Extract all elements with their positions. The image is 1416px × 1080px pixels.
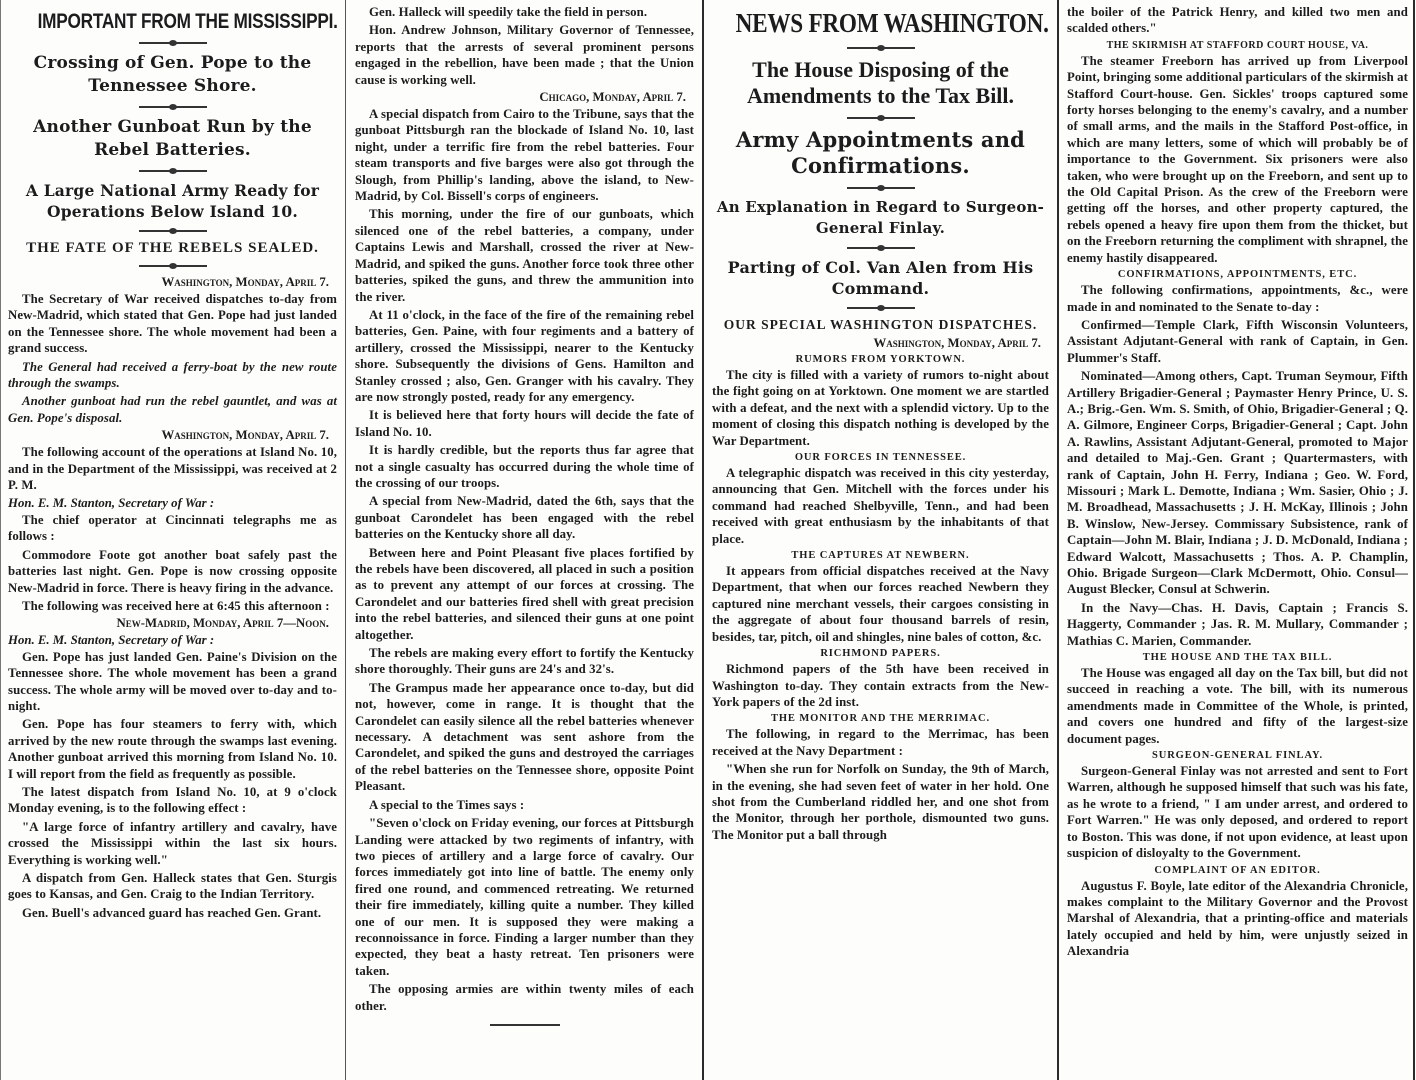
section-title: THE CAPTURES AT NEWBERN.	[791, 550, 970, 562]
ornament-dash	[847, 187, 915, 189]
ornament-dash	[139, 265, 207, 267]
dateline: Washington, Monday, April 7.	[873, 336, 1041, 350]
article-paragraph: The House was engaged all day on the Tax bill, but did not succeed in reaching a vote. The bill, with its numerous amendments made in Committee of the Whole, is printed, and covers one hundred and fifty of the largest-size document pages.	[1067, 666, 1408, 746]
article-paragraph: Between here and Point Pleasant five places fortified by the rebels have been discovered, all placed in such a position as to prevent any attempt of our forces at crossing. The Carondelet and our batteries fired shell with great precision into the rebel batteries, and silenced their guns at one point altogether.	[355, 545, 694, 642]
article-paragraph: Gen. Buell's advanced guard has reached Gen. Grant.	[22, 905, 322, 920]
article-paragraph: "A large force of infantry artillery and cavalry, have crossed the Mississippi within the last six hours. Everything is working well."	[8, 819, 337, 867]
article-paragraph: Confirmed—Temple Clark, Fifth Wisconsin Volunteers, Assistant Adjutant-General with rank of Captain, in Gen. Plummer's Staff.	[1067, 317, 1408, 365]
article-paragraph: A dispatch from Gen. Halleck states that Gen. Sturgis goes to Kansas, and Gen. Craig to the Indian Territory.	[8, 871, 337, 902]
article-paragraph: A special from New-Madrid, dated the 6th, says that the gunboat Carondelet has been engaged with the rebel batteries on the Kentucky shore all day.	[355, 494, 694, 542]
section-title: THE HOUSE AND THE TAX BILL.	[1142, 652, 1333, 664]
ornament-dash	[847, 247, 915, 249]
article-paragraph: The latest dispatch from Island No. 10, at 9 o'clock Monday evening, is to the following effect :	[8, 784, 337, 816]
salutation: Hon. E. M. Stanton, Secretary of War :	[8, 633, 215, 648]
article-paragraph: It is believed here that forty hours will decide the fate of Island No. 10.	[355, 408, 694, 439]
section-title: THE MONITOR AND THE MERRIMAC.	[770, 713, 991, 725]
article-paragraph: The Grampus made her appearance once to-day, but did not, however, come in range. It is thought that the Carondelet can easily silence all the rebel batteries whenever necessary. A detachment was sent ashore from the Carondelet, and spiked the guns and destroyed the carriages of the rebel batteries on the Tennessee shore, opposite Point Pleasant.	[355, 680, 694, 794]
section-title: COMPLAINT OF AN EDITOR.	[1154, 864, 1321, 876]
deck-tax-bill: The House Disposing of the Amendments to the Tax Bill.	[746, 57, 1015, 108]
article-paragraph: Gen. Halleck will speedily take the field in person.	[369, 5, 648, 19]
deck-van-alen: Parting of Col. Van Alen from His Command.	[727, 258, 1034, 298]
article-paragraph: Another gunboat had run the rebel gauntlet, and was at Gen. Pope's disposal.	[8, 394, 337, 425]
article-paragraph: The General had received a ferry-boat by the new route through the swamps.	[8, 359, 337, 391]
article-paragraph: Augustus F. Boyle, late editor of the Alexandria Chronicle, makes complaint to the Military Governor and the Provost Marshal of Alexandria, that a printing-office and materials lately occupied and held by him, were unjustly seized in Alexandria	[1067, 878, 1408, 959]
salutation: Hon. E. M. Stanton, Secretary of War :	[8, 496, 215, 511]
section-title: SURGEON-GENERAL FINLAY.	[1151, 750, 1324, 762]
column-rule	[345, 0, 346, 1080]
dateline: Washington, Monday, April 7.	[161, 275, 329, 289]
deck-army-appointments: Army Appointments and Confirmations.	[735, 127, 1026, 178]
column-mississippi-continued	[347, 0, 702, 1080]
article-paragraph: Surgeon-General Finlay was not arrested and sent to Fort Warren, although he supposed himself that such was his fate, as he wrote to a friend, " I am under arrest, and ordered to Fort Warren." He was only deposed, and ordered to report to Boston. This was done, if not upon evidence, at least upon suspicion of disloyalty to the Government.	[1067, 764, 1408, 861]
section-title: OUR FORCES IN TENNESSEE.	[794, 452, 967, 464]
article-paragraph: Hon. Andrew Johnson, Military Governor of Tennessee, reports that the arrests of several prominent persons engaged in the rebellion, have been made ; that the Union cause is working well.	[355, 23, 694, 87]
article-paragraph: A telegraphic dispatch was received in this city yesterday, announcing that Gen. Mitchell with the forces under his command had reached Shelbyville, Tenn., and had been received with great enthusiasm by the inhabitants of that place.	[712, 466, 1049, 546]
deck-pope-crossing: Crossing of Gen. Pope to the Tennessee Shore.	[33, 53, 312, 96]
article-paragraph: The following was received here at 6:45 this afternoon :	[22, 598, 330, 613]
dateline: Washington, Monday, April 7.	[161, 428, 329, 443]
deck-gunboat-run: Another Gunboat Run by the Rebel Batteries.	[33, 117, 312, 160]
ornament-dash	[139, 106, 207, 108]
ornament-dash	[847, 117, 915, 119]
column-washington	[704, 0, 1057, 1080]
section-title: THE SKIRMISH AT STAFFORD COURT HOUSE, VA.	[1106, 39, 1369, 51]
article-paragraph: the boiler of the Patrick Henry, and killed two men and scalded others."	[1067, 5, 1408, 36]
subhead-special-dispatches: OUR SPECIAL WASHINGTON DISPATCHES.	[723, 317, 1038, 332]
article-paragraph: "Seven o'clock on Friday evening, our forces at Pittsburgh Landing were attacked by two regiments of infantry, with two pieces of artillery and a large force of cavalry. Our forces immediately got into line of battle. The enemy only fired one round, and commenced retreating. We returned their fire immediately, killing quite a number. They killed one of our men. It is supposed they were making a reconnoissance in force. Finding a larger number than they expected, they beat a hasty retreat. Ten prisoners were taken.	[355, 816, 694, 978]
article-paragraph: It appears from official dispatches received at the Navy Department, that when our forces reached Newbern they captured nine merchant vessels, their cargoes consisting in the aggregate of about four thousand barrels of resin, besides, tar, pitch, oil and shingles, nine bales of cotton, &c.	[712, 564, 1049, 644]
ornament-dash	[847, 307, 915, 309]
section-title: CONFIRMATIONS, APPOINTMENTS, ETC.	[1117, 269, 1358, 281]
article-end-rule	[490, 1024, 560, 1026]
article-paragraph: This morning, under the fire of our gunboats, which silenced one of the rebel batteries, a company, under Captains Lewis and Marshall, crossed the river at New-Madrid, and spiked the guns. Another force took three other batteries, spiked the guns, and threw the ammunition into the river.	[355, 207, 694, 304]
article-paragraph: A special dispatch from Cairo to the Tribune, says that the gunboat Pittsburgh ran the blockade of Island No. 10, last night, under a terrific fire from the rebel batteries. Four steam transports and five barges were also got through the Slough, from Phillip's landing, above the island, to New-Madrid, by Col. Bissell's corps of engineers.	[355, 107, 694, 204]
article-paragraph: Gen. Pope has just landed Gen. Paine's Division on the Tennessee shore. The whole movement has been a grand success. The whole army will be moved over to-day and to-night.	[8, 649, 337, 713]
dateline: Chicago, Monday, April 7.	[539, 90, 686, 105]
article-paragraph: The following confirmations, appointments, &c., were made in and nominated to the Senate to-day :	[1067, 283, 1408, 314]
section-title: RICHMOND PAPERS.	[820, 648, 941, 660]
section-title: RUMORS FROM YORKTOWN.	[795, 354, 966, 365]
article-paragraph: The rebels are making every effort to fortify the Kentucky shore thoroughly. Their guns are 24's and 32's.	[355, 646, 694, 677]
ornament-dash	[139, 230, 207, 232]
article-paragraph: The following account of the operations at Island No. 10, and in the Department of the Mississippi, was received at 2 P. M.	[8, 445, 337, 493]
article-paragraph: A special to the Times says :	[369, 797, 525, 812]
subhead-fate-of-rebels: THE FATE OF THE REBELS SEALED.	[26, 240, 319, 256]
ornament-dash	[139, 170, 207, 172]
article-paragraph: The city is filled with a variety of rumors to-night about the fight going on at Yorktown. One moment we are startled with a defeat, and the next with a splendid victory. Up to the moment of closing this dispatch nothing is developed by the War Department.	[712, 368, 1049, 448]
deck-surgeon-general: An Explanation in Regard to Surgeon-General Finlay.	[716, 198, 1045, 237]
deck-national-army: A Large National Army Ready for Operations Below Island 10.	[25, 181, 320, 221]
column-washington-continued	[1059, 0, 1416, 1080]
ornament-dash	[139, 42, 207, 44]
article-paragraph: In the Navy—Chas. H. Davis, Captain ; Francis S. Haggerty, Commander ; Jas. R. M. Mullary, Commander ; Mathias C. Marien, Commander.	[1067, 600, 1408, 648]
article-paragraph: The chief operator at Cincinnati telegraphs me as follows :	[8, 512, 337, 544]
article-paragraph: The Secretary of War received dispatches to-day from New-Madrid, which stated that Gen. Pope had just landed on the Tennessee shore. The whole movement had been a grand success.	[8, 292, 337, 356]
ornament-dash	[847, 47, 915, 49]
article-paragraph: The following, in regard to the Merrimac, has been received at the Navy Department :	[712, 727, 1049, 758]
article-paragraph: At 11 o'clock, in the face of the fire of the remaining rebel batteries, Gen. Paine, with four regiments and a battery of artillery, crossed the Mississippi, nearer to the Kentucky shore. Subsequently the divisions of Gens. Hamilton and Stanley crossed ; also, Gen. Granger with his cavalry. They are now strongly posted, ready for any emergency.	[355, 307, 694, 404]
article-paragraph: "When she run for Norfolk on Sunday, the 9th of March, in the evening, she had seven feet of water in her hold. One shot from the Cumberland riddled her, and one shot from the Monitor, through her porthole, dismounted two guns. The Monitor put a ball through	[712, 762, 1049, 842]
article-paragraph: Richmond papers of the 5th have been received in Washington to-day. They contain extracts from the New-York papers of the 2d inst.	[712, 662, 1049, 709]
headline-washington: NEWS FROM WASHINGTON.	[735, 8, 1049, 38]
article-paragraph: The steamer Freeborn has arrived up from Liverpool Point, bringing some additional particulars of the skirmish at Stafford Court-house. Gen. Sickles' troops captured some forty horses belonging to the enemy's cavalry, and a number of small arms, and the mails in the Stafford Post-office, in which are many letters, some of which will probably be of importance to the Government. Six prisoners were also taken, who were brought up on the Freeborn, and sent up to the Old Capital Prison. As the crew of the Freeborn were getting off the horses, and other property captured, the rebels opened a heavy fire upon them from the thicket, but on the Freeborn returning the compliment with shrapnel, the enemy hastily disappeared.	[1067, 53, 1408, 265]
article-paragraph: Commodore Foote got another boat safely past the batteries last night. Gen. Pope is now crossing opposite New-Madrid in force. There is heavy firing in the advance.	[8, 547, 337, 595]
headline-mississippi: IMPORTANT FROM THE MISSISSIPPI.	[37, 10, 338, 33]
dateline: New-Madrid, Monday, April 7—Noon.	[116, 616, 329, 631]
article-paragraph: Nominated—Among others, Capt. Truman Seymour, Fifth Artillery Brigadier-General ; Paymaster Henry Prince, U. S. A.; Brig.-Gen. Wm. S. Smith, of Ohio, Brigadier-General ; Q. A. Gilmore, Engineer Corps, Brigadier-General ; Capt. John A. Rawlins, Assistant Adjutant-General, promoted to Major and detailed to Maj.-Gen. Grant ; Quartermasters, with rank of Captain, John H. Ferry, Indiana ; Geo. W. Ford, Missouri ; Mark L. Demotte, Indiana ; Wm. Sasier, Ohio ; J. M. Broadhead, Massachusetts ; J. H. McKay, Illinois ; John B. Winslow, New-Jersey. Commissary Subsistence, rank of Captain—John M. Blair, Indiana ; J. D. McDonald, Indiana ; Edward Walcott, Massachusetts ; Thos. A. P. Champlin, Ohio. Brigade Surgeon—Clark McDermott, Ohio. Consul—August Blecker, Consul at Schwerin.	[1067, 369, 1408, 597]
article-paragraph: The opposing armies are within twenty miles of each other.	[355, 982, 694, 1013]
column-mississippi	[0, 0, 345, 1080]
article-paragraph: It is hardly credible, but the reports thus far agree that not a single casualty has occurred during the whole time of the crossing of our troops.	[355, 443, 694, 490]
article-paragraph: Gen. Pope has four steamers to ferry with, which arrived by the new route through the swamps last evening. Another gunboat arrived this morning from Island No. 10. I will report from the field as frequently as possible.	[8, 717, 337, 781]
